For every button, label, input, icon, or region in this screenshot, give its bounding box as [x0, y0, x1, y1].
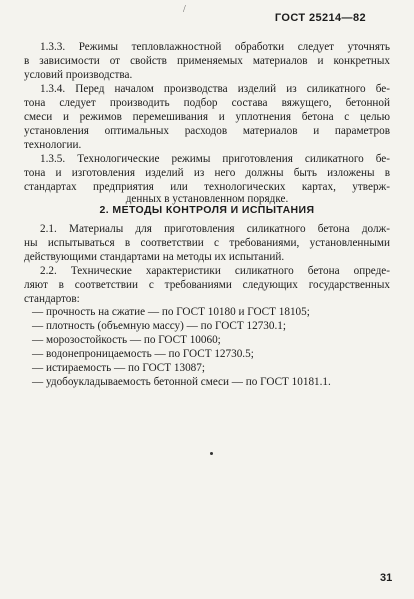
list-item: — морозостойкость — по ГОСТ 10060; — [32, 334, 221, 346]
p135-line-3: стандартах предприятия или технологических картах, утверж- — [24, 181, 390, 193]
section-title: 2. МЕТОДЫ КОНТРОЛЯ И ИСПЫТАНИЯ — [99, 204, 315, 216]
p22-line-1: 2.2. Технические характеристики силикатного бетона опреде- — [40, 265, 390, 277]
p133-line-1: 1.3.3. Режимы тепловлажностной обработки следует уточнять — [40, 41, 390, 53]
p21-line-2: ны испытываться в соответствии с требованиями, установленными — [24, 237, 390, 249]
page-number: 31 — [380, 572, 393, 584]
p22-line-3: стандартов: — [24, 293, 80, 305]
p133-line-2: в зависимости от свойств применяемых материалов и конкретных — [24, 55, 390, 67]
list-item: — водонепроницаемость — по ГОСТ 12730.5; — [32, 348, 254, 360]
stray-dot — [210, 452, 213, 455]
p134-line-3: смеси и режимов перемешивания и уплотнения бетона с целью — [24, 111, 390, 123]
p134-line-4: установления оптимальных расходов материалов и параметров — [24, 125, 390, 137]
p133-line-3: условий производства. — [24, 69, 133, 81]
pen-mark: / — [183, 4, 186, 15]
list-item: — прочность на сжатие — по ГОСТ 10180 и ГОСТ 18105; — [32, 306, 310, 318]
p134-line-1: 1.3.4. Перед началом производства изделий из силикатного бе- — [40, 83, 390, 95]
p135-line-4: денных в установленном порядке. — [125, 193, 289, 205]
p22-line-2: ляют в соответствии с требованиями следующих государственных — [24, 279, 390, 291]
standard-code-header: ГОСТ 25214—82 — [274, 12, 366, 24]
p21-line-1: 2.1. Материалы для приготовления силикатного бетона долж- — [40, 223, 390, 235]
p135-line-2: тона и изготовления изделий из него должны быть изложены в — [24, 167, 390, 179]
list-item: — плотность (объемную массу) — по ГОСТ 12730.1; — [32, 320, 286, 332]
p134-line-5: технологии. — [24, 139, 82, 151]
p21-line-3: действующими стандартами на методы их испытаний. — [24, 251, 285, 263]
list-item: — истираемость — по ГОСТ 13087; — [32, 362, 205, 374]
p135-line-1: 1.3.5. Технологические режимы приготовления силикатного бе- — [40, 153, 390, 165]
p134-line-2: тона следует производить подбор состава вяжущего, бетонной — [24, 97, 390, 109]
list-item: — удобоукладываемость бетонной смеси — по ГОСТ 10181.1. — [32, 376, 331, 388]
